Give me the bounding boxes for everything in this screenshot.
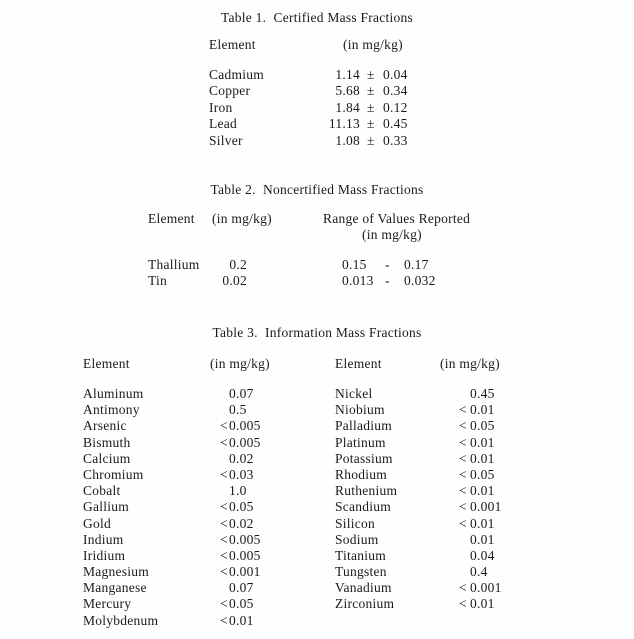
element-name: Bismuth bbox=[83, 434, 131, 450]
element-name: Rhodium bbox=[335, 466, 388, 482]
mass-fraction-value: 0.005 bbox=[229, 531, 261, 547]
mass-fraction-value: 0.005 bbox=[229, 418, 261, 434]
mass-fraction-value: 0.01 bbox=[470, 596, 495, 612]
less-than-sign: < bbox=[220, 434, 228, 450]
range-max-value: 0.032 bbox=[404, 273, 436, 289]
mass-fraction-value: 0.07 bbox=[229, 386, 254, 401]
element-name: Mercury bbox=[83, 596, 132, 612]
table-row bbox=[0, 257, 634, 273]
element-name: Zirconium bbox=[335, 596, 395, 612]
element-name: Gallium bbox=[83, 499, 129, 515]
uncertainty-value: 0.34 bbox=[383, 83, 408, 99]
element-name: Silicon bbox=[335, 515, 376, 531]
mass-fraction-value: 0.05 bbox=[229, 596, 254, 612]
element-name: Aluminum bbox=[83, 386, 144, 401]
mass-fraction-value: 1.08 bbox=[335, 132, 360, 148]
less-than-sign: < bbox=[220, 564, 228, 580]
table-row bbox=[0, 133, 634, 149]
table-row bbox=[0, 532, 634, 548]
element-name: Calcium bbox=[83, 450, 131, 466]
table-row bbox=[0, 83, 634, 99]
less-than-sign: < bbox=[220, 515, 228, 531]
less-than-sign: < bbox=[459, 515, 467, 531]
table2-element-header: Element bbox=[148, 211, 195, 226]
less-than-sign: < bbox=[220, 531, 228, 547]
table-row bbox=[0, 402, 634, 418]
element-name: Scandium bbox=[335, 499, 391, 515]
mass-fraction-value: 0.02 bbox=[222, 273, 247, 289]
mass-fraction-value: 0.5 bbox=[229, 402, 247, 418]
uncertainty-value: 0.33 bbox=[383, 132, 408, 148]
element-name: Vanadium bbox=[335, 580, 392, 596]
table1-element-header: Element bbox=[209, 37, 256, 52]
mass-fraction-value: 0.001 bbox=[470, 499, 502, 515]
mass-fraction-value: 0.05 bbox=[470, 466, 495, 482]
table-row bbox=[0, 483, 634, 499]
mass-fraction-value: 1.0 bbox=[229, 483, 247, 499]
less-than-sign: < bbox=[459, 418, 467, 434]
element-name: Niobium bbox=[335, 402, 385, 418]
range-max-value: 0.17 bbox=[404, 257, 429, 272]
element-name: Cadmium bbox=[209, 67, 264, 82]
element-name: Chromium bbox=[83, 466, 144, 482]
mass-fraction-value: 0.4 bbox=[470, 564, 488, 580]
mass-fraction-value: 0.001 bbox=[229, 564, 261, 580]
less-than-sign: < bbox=[459, 466, 467, 482]
element-name: Molybdenum bbox=[83, 612, 159, 628]
table-row bbox=[0, 613, 634, 629]
less-than-sign: < bbox=[459, 402, 467, 418]
plus-minus-sign: ± bbox=[367, 67, 375, 82]
mass-fraction-value: 0.45 bbox=[470, 386, 495, 401]
range-min-value: 0.15 bbox=[342, 257, 367, 272]
table-row bbox=[0, 435, 634, 451]
less-than-sign: < bbox=[459, 596, 467, 612]
range-dash: - bbox=[385, 273, 390, 289]
less-than-sign: < bbox=[459, 580, 467, 596]
mass-fraction-value: 0.05 bbox=[470, 418, 495, 434]
element-name: Manganese bbox=[83, 580, 147, 596]
mass-fraction-value: 1.84 bbox=[335, 99, 360, 115]
element-name: Cobalt bbox=[83, 483, 121, 499]
less-than-sign: < bbox=[220, 499, 228, 515]
element-name: Silver bbox=[209, 132, 243, 148]
mass-fraction-value: 0.02 bbox=[229, 450, 254, 466]
mass-fraction-value: 0.005 bbox=[229, 434, 261, 450]
table-row bbox=[0, 580, 634, 596]
less-than-sign: < bbox=[459, 450, 467, 466]
plus-minus-sign: ± bbox=[367, 116, 375, 132]
element-name: Potassium bbox=[335, 450, 393, 466]
element-name: Ruthenium bbox=[335, 483, 398, 499]
mass-fraction-value: 0.01 bbox=[470, 515, 495, 531]
table-row bbox=[0, 596, 634, 612]
mass-fraction-value: 0.005 bbox=[229, 547, 261, 563]
range-min-value: 0.013 bbox=[342, 273, 374, 289]
table3-element-header-left: Element bbox=[83, 356, 130, 371]
element-name: Lead bbox=[209, 116, 237, 132]
mass-fraction-value: 0.05 bbox=[229, 499, 254, 515]
mass-fraction-value: 0.01 bbox=[470, 450, 495, 466]
table3-unit-header-right: (in mg/kg) bbox=[440, 356, 500, 371]
mass-fraction-value: 0.07 bbox=[229, 580, 254, 596]
element-name: Copper bbox=[209, 83, 251, 99]
element-name: Nickel bbox=[335, 386, 373, 401]
element-name: Iridium bbox=[83, 547, 126, 563]
element-name: Platinum bbox=[335, 434, 386, 450]
table-row bbox=[0, 499, 634, 515]
element-name: Antimony bbox=[83, 402, 140, 418]
plus-minus-sign: ± bbox=[367, 99, 375, 115]
element-name: Palladium bbox=[335, 418, 392, 434]
table-row bbox=[0, 418, 634, 434]
mass-fraction-value: 5.68 bbox=[335, 83, 360, 99]
table2-range-header-line1: Range of Values Reported bbox=[323, 211, 471, 226]
table-row bbox=[0, 273, 634, 289]
element-name: Magnesium bbox=[83, 564, 149, 580]
element-name: Thallium bbox=[148, 257, 200, 272]
table3-element-header-right: Element bbox=[335, 356, 382, 371]
table-row bbox=[0, 516, 634, 532]
less-than-sign: < bbox=[459, 483, 467, 499]
mass-fraction-value: 0.04 bbox=[470, 547, 495, 563]
table2-unit-header: (in mg/kg) bbox=[212, 211, 272, 226]
table1-unit-header: (in mg/kg) bbox=[343, 37, 403, 52]
table3-title: Table 3. Information Mass Fractions bbox=[212, 325, 422, 340]
table-row bbox=[0, 548, 634, 564]
table2-rows bbox=[0, 257, 634, 290]
less-than-sign: < bbox=[459, 499, 467, 515]
less-than-sign: < bbox=[220, 418, 228, 434]
table1-rows bbox=[0, 67, 634, 149]
mass-fraction-value: 0.001 bbox=[470, 580, 502, 596]
less-than-sign: < bbox=[220, 466, 228, 482]
element-name: Tungsten bbox=[335, 564, 387, 580]
table3-right-column-rows bbox=[0, 386, 634, 613]
plus-minus-sign: ± bbox=[367, 83, 375, 99]
uncertainty-value: 0.45 bbox=[383, 116, 408, 132]
mass-fraction-value: 0.01 bbox=[470, 434, 495, 450]
table-row bbox=[0, 386, 634, 402]
element-name: Titanium bbox=[335, 547, 387, 563]
table-row bbox=[0, 451, 634, 467]
plus-minus-sign: ± bbox=[367, 132, 375, 148]
mass-fraction-value: 1.14 bbox=[335, 67, 360, 82]
table2-title: Table 2. Noncertified Mass Fractions bbox=[210, 182, 424, 197]
table-row bbox=[0, 116, 634, 132]
uncertainty-value: 0.04 bbox=[383, 67, 408, 82]
element-name: Indium bbox=[83, 531, 124, 547]
table-row bbox=[0, 100, 634, 116]
table3-unit-header-left: (in mg/kg) bbox=[210, 356, 270, 371]
table-row bbox=[0, 467, 634, 483]
mass-fraction-value: 0.2 bbox=[229, 257, 247, 272]
less-than-sign: < bbox=[220, 612, 228, 628]
less-than-sign: < bbox=[220, 596, 228, 612]
element-name: Arsenic bbox=[83, 418, 127, 434]
mass-fraction-value: 0.01 bbox=[470, 531, 495, 547]
table-row bbox=[0, 67, 634, 83]
mass-fraction-value: 0.01 bbox=[470, 402, 495, 418]
mass-fraction-value: 11.13 bbox=[328, 116, 360, 132]
element-name: Iron bbox=[209, 99, 233, 115]
less-than-sign: < bbox=[220, 547, 228, 563]
mass-fraction-value: 0.02 bbox=[229, 515, 254, 531]
element-name: Tin bbox=[148, 273, 168, 289]
mass-fraction-value: 0.01 bbox=[470, 483, 495, 499]
range-dash: - bbox=[385, 257, 390, 272]
mass-fraction-value: 0.01 bbox=[229, 612, 254, 628]
table-row bbox=[0, 564, 634, 580]
table2-range-header-line2: (in mg/kg) bbox=[362, 227, 422, 242]
element-name: Sodium bbox=[335, 531, 379, 547]
table1-title: Table 1. Certified Mass Fractions bbox=[220, 10, 413, 25]
less-than-sign: < bbox=[459, 434, 467, 450]
element-name: Gold bbox=[83, 515, 111, 531]
uncertainty-value: 0.12 bbox=[383, 99, 408, 115]
mass-fraction-value: 0.03 bbox=[229, 466, 254, 482]
